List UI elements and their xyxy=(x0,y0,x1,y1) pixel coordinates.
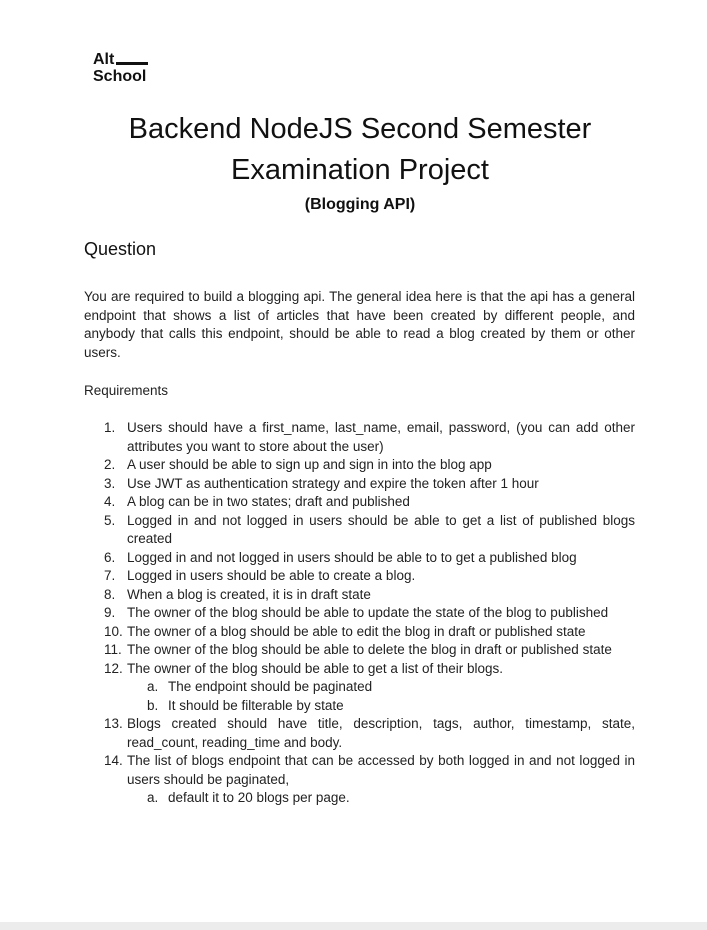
requirement-text: The owner of the blog should be able to delete the blog in draft or published state xyxy=(127,642,612,657)
requirement-item xyxy=(104,567,635,586)
requirement-item xyxy=(104,660,635,679)
requirement-item xyxy=(104,512,635,549)
requirement-text: A user should be able to sign up and sign in into the blog app xyxy=(127,457,492,472)
page-subtitle: (Blogging API) xyxy=(304,196,416,213)
requirement-item xyxy=(104,475,635,494)
subitem-text: default it to 20 blogs per page. xyxy=(168,790,350,805)
requirement-number: 14. xyxy=(104,753,123,768)
logo-line2: School xyxy=(93,68,147,85)
requirement-text: Blogs created should have title, description, tags, author, timestamp, state, read_count, reading_time and body. xyxy=(127,716,635,750)
requirement-text: A blog can be in two states; draft and published xyxy=(127,494,410,509)
requirement-item xyxy=(104,419,635,456)
requirement-text: The owner of the blog should be able to get a list of their blogs. xyxy=(127,660,503,676)
logo-underline xyxy=(116,62,148,65)
requirement-subitem xyxy=(147,789,635,808)
requirement-item xyxy=(104,641,635,660)
requirement-number: 5. xyxy=(104,512,116,528)
question-heading: Question xyxy=(84,239,157,259)
subitem-text: It should be filterable by state xyxy=(168,697,344,713)
altschool-logo xyxy=(93,51,148,85)
requirement-number: 12. xyxy=(104,660,123,676)
requirement-text: When a blog is created, it is in draft state xyxy=(127,586,371,602)
requirement-item xyxy=(104,493,635,512)
requirement-number: 3. xyxy=(104,475,116,491)
requirement-number: 13. xyxy=(104,716,123,731)
subitem-letter: b. xyxy=(147,697,159,713)
viewer-bottom-strip xyxy=(0,922,707,930)
requirements-label: Requirements xyxy=(84,383,169,398)
subitem-letter: a. xyxy=(147,790,159,805)
requirement-subitem xyxy=(147,678,635,697)
requirement-number: 8. xyxy=(104,586,116,602)
requirement-number: 4. xyxy=(104,494,116,509)
requirement-text: Logged in users should be able to create a blog. xyxy=(127,568,416,583)
requirement-number: 9. xyxy=(104,605,116,620)
requirement-subitem xyxy=(147,697,635,716)
requirement-number: 11. xyxy=(104,642,122,657)
requirement-text: Use JWT as authentication strategy and expire the token after 1 hour xyxy=(127,475,539,491)
requirement-item xyxy=(104,623,635,642)
requirement-item xyxy=(104,604,635,623)
requirement-item xyxy=(104,456,635,475)
requirement-item xyxy=(104,586,635,605)
requirement-number: 7. xyxy=(104,568,116,583)
logo-line1: Alt xyxy=(93,51,115,68)
requirement-item xyxy=(104,549,635,568)
requirement-text: Users should have a first_name, last_name, email, password, (you can add other attributes you want to store about the user) xyxy=(127,420,635,454)
requirement-item xyxy=(104,752,635,789)
page-title xyxy=(0,109,707,191)
requirement-number: 6. xyxy=(104,549,116,565)
requirements-list xyxy=(104,419,635,808)
requirement-number: 1. xyxy=(104,420,116,435)
requirement-text: Logged in and not logged in users should be able to get a list of published blogs created xyxy=(127,512,635,546)
subitem-letter: a. xyxy=(147,679,159,694)
requirement-item xyxy=(104,715,635,752)
requirement-text: The list of blogs endpoint that can be accessed by both logged in and not logged in users should be paginated, xyxy=(127,753,635,787)
subitem-text: The endpoint should be paginated xyxy=(168,679,373,694)
requirement-text: Logged in and not logged in users should be able to to get a published blog xyxy=(127,549,577,565)
intro-paragraph: You are required to build a blogging api. The general idea here is that the api has a general endpoint that shows a list of articles that have been created by different people, and anybody that calls this endpoint, should be able to read a blog created by them or other users. xyxy=(84,289,635,360)
title-line2: Examination Project xyxy=(231,154,489,186)
requirement-number: 2. xyxy=(104,457,116,472)
requirement-text: The owner of the blog should be able to update the state of the blog to published xyxy=(127,605,609,620)
title-line1: Backend NodeJS Second Semester xyxy=(128,113,592,145)
requirement-number: 10. xyxy=(104,623,123,639)
requirement-text: The owner of a blog should be able to edit the blog in draft or published state xyxy=(127,623,586,639)
